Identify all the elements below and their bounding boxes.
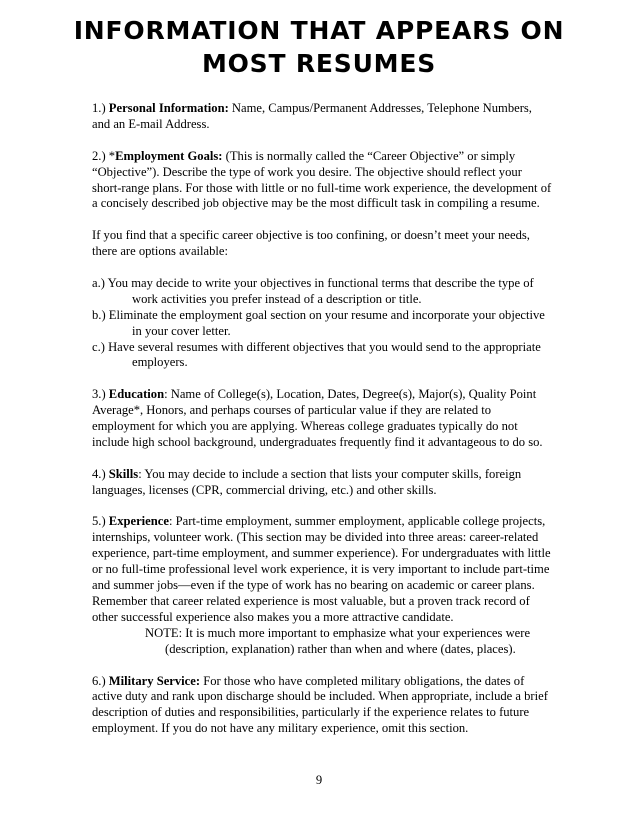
section-employment-goals	[92, 149, 552, 213]
section-number: 1.)	[92, 101, 109, 115]
options-list	[92, 276, 552, 371]
section-text: For those who have completed military obligations, the dates of active duty and rank upon discharge should be included. When appropriate, include a brief description of duties and responsibilities, particularly if the experience relates to future employment. If you do not have any military experience, omit this section.	[92, 673, 548, 736]
section-text: : You may decide to include a section that lists your computer skills, foreign languages, licenses (CPR, commercial driving, etc.) and other skills.	[92, 466, 522, 497]
section-heading: Education	[108, 387, 165, 402]
page-title	[60, 14, 578, 80]
section-number: 2.) *	[92, 148, 116, 163]
document-body	[92, 101, 552, 753]
page-number: 9	[315, 773, 323, 787]
section-heading: Personal Information:	[108, 101, 229, 115]
section-education	[92, 387, 552, 451]
section-text: (This is normally called the “Career Objective” or simply “Objective”). Describe the type of work you desire. The objective should reflect your short-range plans. For those with little or no full-time work experience, the development of a concisely described job objective may be the most difficult task in compiling a resume.	[92, 148, 552, 211]
option-item: a.) You may decide to write your objectives in functional terms that describe the type of work activities you prefer instead of a description or title.	[92, 275, 534, 306]
section-personal-information	[92, 101, 552, 133]
section-skills	[92, 467, 552, 499]
section-text: : Name of College(s), Location, Dates, Degree(s), Major(s), Quality Point Average*, Honors, and perhaps courses of particular value if they are related to employment for which you are applying. Whereas college graduates typically do not include high school background, undergraduates frequently find it advantageous to do so.	[92, 387, 543, 449]
option-item: c.) Have several resumes with different objectives that you would send to the appropriate employers.	[92, 339, 541, 370]
section-number: 4.)	[92, 466, 109, 481]
section-text: Name, Campus/Permanent Addresses, Telephone Numbers, and an E-mail Address.	[92, 101, 532, 131]
section-heading: Skills	[108, 466, 139, 481]
section-heading: Experience	[108, 514, 169, 529]
section-number: 5.)	[92, 514, 109, 529]
experience-note	[92, 626, 552, 658]
section-heading: Employment Goals:	[115, 148, 223, 163]
section-text: : Part-time employment, summer employment, applicable college projects, internships, volunteer work. (This section may be divided into three areas: career-related experience, part-time employment, and summer experience). For undergraduates with little or no full-time professional level work experience, it is very important to include part-time and summer jobs—even if the type of work has no bearing on academic or career plans. Remember that career related experience is most valuable, but a proven track record of other successful experience also makes you a more attractive candidate.	[92, 514, 551, 624]
option-item: b.) Eliminate the employment goal section on your resume and incorporate your objective in your cover letter.	[92, 307, 545, 338]
options-intro: If you find that a specific career objective is too confining, or doesn’t meet your needs, there are options available:	[92, 228, 530, 259]
note-line-2: (description, explanation) rather than when and where (dates, places).	[165, 641, 516, 656]
section-heading: Military Service:	[108, 673, 201, 688]
section-experience	[92, 514, 552, 625]
section-military-service	[92, 674, 552, 738]
title-line-1: INFORMATION THAT APPEARS ON	[73, 16, 565, 45]
section-number: 6.)	[92, 673, 109, 688]
title-line-2: MOST RESUMES	[201, 49, 437, 78]
note-line-1: NOTE: It is much more important to emphasize what your experiences were	[145, 625, 531, 640]
section-number: 3.)	[92, 387, 109, 402]
